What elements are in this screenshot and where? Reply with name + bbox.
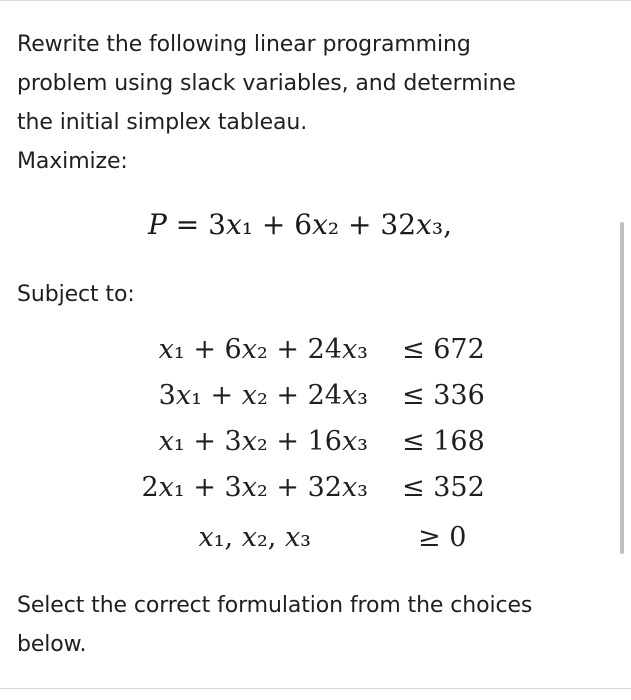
constraint-rhs	[402, 380, 485, 411]
relation-symbol: ≤	[402, 426, 425, 457]
constraint-lhs: 2x₁ + 3x₂ + 32x₃	[141, 472, 368, 503]
select-line-1: Select the correct formulation from the choices	[17, 593, 533, 618]
relation-symbol: ≤	[402, 472, 425, 503]
subject-to-label: Subject to:	[17, 282, 135, 307]
top-border	[0, 0, 631, 1]
objective-term-3: 32x₃	[380, 208, 444, 241]
nonnegativity-row	[0, 522, 631, 562]
constraint-value: 336	[433, 380, 485, 411]
constraint-lhs: 3x₁ + x₂ + 24x₃	[158, 380, 368, 411]
objective-lhs: P	[148, 208, 167, 241]
relation-symbol: ≤	[402, 334, 425, 365]
nonnegativity-variables: x₁, x₂, x₃	[198, 522, 311, 553]
relation-symbol: ≤	[402, 380, 425, 411]
constraint-value: 0	[449, 522, 467, 553]
intro-line-1: Rewrite the following linear programming	[17, 32, 471, 57]
select-instruction	[17, 586, 607, 664]
maximize-label: Maximize:	[17, 149, 128, 174]
constraint-value: 168	[433, 426, 485, 457]
scrollbar[interactable]	[620, 222, 624, 554]
relation-symbol: ≥	[418, 522, 441, 553]
objective-function: P = 3x₁ + 6x₂ + 32x₃,	[148, 208, 452, 241]
constraint-row-4	[0, 472, 631, 512]
select-line-2: below.	[17, 632, 87, 657]
intro-line-2: problem using slack variables, and determine	[17, 71, 516, 96]
constraint-lhs: x₁ + 3x₂ + 16x₃	[158, 426, 368, 457]
constraint-rhs	[418, 522, 466, 553]
constraint-value: 672	[433, 334, 485, 365]
constraint-row-1	[0, 334, 631, 374]
constraint-rhs	[402, 426, 485, 457]
constraint-value: 352	[433, 472, 485, 503]
objective-term-1: 3x₁	[208, 208, 253, 241]
intro-line-3: the initial simplex tableau.	[17, 110, 308, 135]
constraint-row-3	[0, 426, 631, 466]
constraint-rhs	[402, 472, 485, 503]
objective-term-2: 6x₂	[294, 208, 340, 241]
constraint-row-2	[0, 380, 631, 420]
bottom-border	[0, 688, 631, 689]
constraint-rhs	[402, 334, 485, 365]
constraint-lhs: x₁ + 6x₂ + 24x₃	[158, 334, 368, 365]
question-intro	[17, 25, 597, 181]
